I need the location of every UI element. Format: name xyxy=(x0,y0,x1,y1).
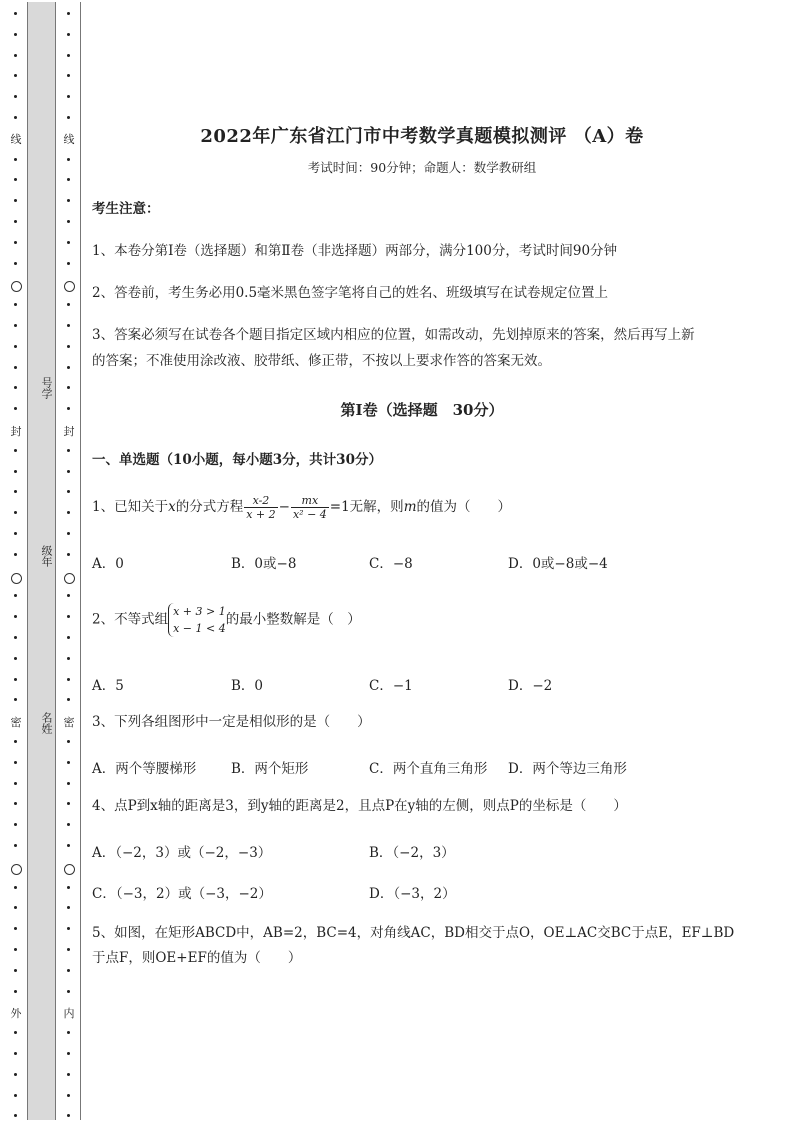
question-5: 5、如图，在矩形ABCD中，AB=2，BC=4，对角线AC，BD相交于点O，OE⊥AC交BC于点E，EF⊥BD xyxy=(92,925,735,941)
margin-border-line xyxy=(80,2,81,1120)
separator-dot xyxy=(67,386,70,389)
separator-dot xyxy=(14,178,17,181)
separator-dot xyxy=(14,594,17,597)
separator-dot xyxy=(14,449,17,452)
separator-dot xyxy=(67,678,70,681)
separator-dot xyxy=(14,303,17,306)
question-5-cont: 于点F，则OE+EF的值为（ ） xyxy=(92,950,302,966)
separator-dot xyxy=(14,12,17,15)
separator-dot xyxy=(67,948,70,951)
separator-dot xyxy=(14,241,17,244)
inner-cut-line xyxy=(62,0,76,1123)
separator-dot xyxy=(67,303,70,306)
separator-dot xyxy=(14,886,17,889)
circle-icon xyxy=(11,573,22,584)
separator-dot xyxy=(14,116,17,119)
circle-icon xyxy=(11,281,22,292)
fraction-1: $\frac{x-2}{x + 2}$ xyxy=(246,494,276,521)
separator-dot xyxy=(14,33,17,36)
separator-dot xyxy=(67,407,70,410)
q4-option-d: D．（−3，2） xyxy=(369,886,456,902)
separator-dot xyxy=(14,386,17,389)
separator-dot xyxy=(67,532,70,535)
separator-dot xyxy=(14,698,17,701)
question-2: 2、不等式组 x + 3 > 1 x − 1 < 4 的最小整数解是（ ） xyxy=(92,605,361,635)
outer-margin-char: 密 xyxy=(10,716,22,729)
separator-dot xyxy=(14,740,17,743)
separator-dot xyxy=(67,636,70,639)
separator-dot xyxy=(14,553,17,556)
separator-dot xyxy=(67,345,70,348)
q2-option-b: B．0 xyxy=(231,678,264,694)
separator-dot xyxy=(67,33,70,36)
separator-dot xyxy=(14,844,17,847)
separator-dot xyxy=(67,1031,70,1034)
notice-heading: 考生注意： xyxy=(92,201,160,217)
separator-dot xyxy=(14,1052,17,1055)
separator-dot xyxy=(67,12,70,15)
separator-dot xyxy=(14,927,17,930)
separator-dot xyxy=(14,407,17,410)
separator-dot xyxy=(14,262,17,265)
separator-dot xyxy=(14,74,17,77)
separator-dot xyxy=(14,158,17,161)
q1-option-c: C．−8 xyxy=(369,556,413,572)
separator-dot xyxy=(67,511,70,514)
separator-dot xyxy=(67,906,70,909)
separator-dot xyxy=(14,1114,17,1117)
q2-option-d: D．−2 xyxy=(508,678,553,694)
separator-dot xyxy=(67,1073,70,1076)
notice-item-2: 2、答卷前，考生务必用0.5毫米黑色签字笔将自己的姓名、班级填写在试卷规定位置上 xyxy=(92,285,609,301)
q2-option-c: C．−1 xyxy=(369,678,413,694)
q2-option-a: A．5 xyxy=(92,678,124,694)
q3-option-c: C．两个直角三角形 xyxy=(369,761,488,777)
separator-dot xyxy=(14,823,17,826)
separator-dot xyxy=(14,657,17,660)
separator-dot xyxy=(14,906,17,909)
separator-dot xyxy=(67,1094,70,1097)
outer-margin-char: 线 xyxy=(10,133,22,146)
separator-dot xyxy=(14,95,17,98)
q1-option-d: D．0或−8或−4 xyxy=(508,556,608,572)
separator-dot xyxy=(67,470,70,473)
separator-dot xyxy=(67,199,70,202)
circle-icon xyxy=(64,573,75,584)
separator-dot xyxy=(67,95,70,98)
q1-option-b: B．0或−8 xyxy=(231,556,297,572)
question-4: 4、点P到x轴的距离是3，到y轴的距离是2，且点P在y轴的左侧，则点P的坐标是（ ） xyxy=(92,798,627,814)
separator-dot xyxy=(67,802,70,805)
separator-dot xyxy=(14,761,17,764)
separator-dot xyxy=(67,927,70,930)
separator-dot xyxy=(14,615,17,618)
separator-dot xyxy=(67,657,70,660)
separator-dot xyxy=(14,220,17,223)
separator-dot xyxy=(14,532,17,535)
question-1: 1、已知关于x的分式方程 $\frac{x-2}{x + 2}$ − $\frac{mx}{\text{x² − 4}}$ =1无解，则m的值为（ ） xyxy=(92,494,511,521)
q3-option-d: D．两个等边三角形 xyxy=(508,761,627,777)
inequality-system: x + 3 > 1 x − 1 < 4 xyxy=(168,603,226,637)
q1-option-a: A．0 xyxy=(92,556,124,572)
separator-dot xyxy=(14,1073,17,1076)
separator-dot xyxy=(67,158,70,161)
question-3: 3、下列各组图形中一定是相似形的是（ ） xyxy=(92,714,371,730)
separator-dot xyxy=(67,1114,70,1117)
separator-dot xyxy=(67,823,70,826)
separator-dot xyxy=(67,74,70,77)
separator-dot xyxy=(14,366,17,369)
q3-option-b: B．两个矩形 xyxy=(231,761,309,777)
separator-dot xyxy=(67,262,70,265)
separator-dot xyxy=(14,54,17,57)
outer-margin-char: 封 xyxy=(10,425,22,438)
separator-dot xyxy=(14,948,17,951)
q4-option-c: C．（−3，2）或（−3，−2） xyxy=(92,886,272,902)
name-label: 名姓 xyxy=(40,712,53,734)
separator-dot xyxy=(14,511,17,514)
separator-dot xyxy=(67,886,70,889)
separator-dot xyxy=(67,241,70,244)
separator-dot xyxy=(14,782,17,785)
separator-dot xyxy=(67,844,70,847)
separator-dot xyxy=(67,615,70,618)
separator-dot xyxy=(67,1052,70,1055)
separator-dot xyxy=(67,366,70,369)
circle-icon xyxy=(11,864,22,875)
separator-dot xyxy=(67,782,70,785)
outer-cut-line xyxy=(9,0,23,1123)
separator-dot xyxy=(14,345,17,348)
separator-dot xyxy=(67,490,70,493)
separator-dot xyxy=(67,969,70,972)
circle-icon xyxy=(64,281,75,292)
inner-margin-char: 线 xyxy=(63,133,75,146)
notice-item-3: 3、答案必须写在试卷各个题目指定区域内相应的位置，如需改动，先划掉原来的答案，然后再写上新 xyxy=(92,327,695,343)
separator-dot xyxy=(67,116,70,119)
separator-dot xyxy=(14,678,17,681)
separator-dot xyxy=(14,636,17,639)
student-number-label: 号学 xyxy=(40,377,53,399)
q4-option-b: B．（−2，3） xyxy=(369,845,455,861)
q4-option-a: A．（−2，3）或（−2，−3） xyxy=(92,845,272,861)
q3-option-a: A．两个等腰梯形 xyxy=(92,761,197,777)
class-label: 级年 xyxy=(40,545,53,567)
separator-dot xyxy=(67,449,70,452)
separator-dot xyxy=(67,698,70,701)
separator-dot xyxy=(67,54,70,57)
exam-title: 2022年广东省江门市中考数学真题模拟测评 （A）卷 xyxy=(200,126,644,147)
separator-dot xyxy=(67,178,70,181)
section-title: 第I卷（选择题 30分） xyxy=(340,401,504,419)
inner-margin-char: 封 xyxy=(63,425,75,438)
separator-dot xyxy=(67,990,70,993)
separator-dot xyxy=(14,1094,17,1097)
binding-margin xyxy=(0,0,82,1123)
circle-icon xyxy=(64,864,75,875)
notice-item-1: 1、本卷分第I卷（选择题）和第Ⅱ卷（非选择题）两部分，满分100分，考试时间90分钟 xyxy=(92,243,618,259)
inner-margin-char: 密 xyxy=(63,716,75,729)
separator-dot xyxy=(67,553,70,556)
separator-dot xyxy=(14,802,17,805)
separator-dot xyxy=(67,761,70,764)
exam-subtitle: 考试时间：90分钟；命题人：数学教研组 xyxy=(307,160,537,175)
separator-dot xyxy=(14,990,17,993)
separator-dot xyxy=(14,199,17,202)
separator-dot xyxy=(14,470,17,473)
notice-item-3-cont: 的答案；不准使用涂改液、胶带纸、修正带，不按以上要求作答的答案无效。 xyxy=(92,353,551,369)
separator-dot xyxy=(14,490,17,493)
separator-dot xyxy=(14,969,17,972)
separator-dot xyxy=(67,324,70,327)
fraction-2: $\frac{mx}{\text{x² − 4}}$ xyxy=(292,494,327,521)
separator-dot xyxy=(67,740,70,743)
separator-dot xyxy=(67,220,70,223)
separator-dot xyxy=(67,594,70,597)
inner-margin-char: 内 xyxy=(63,1007,75,1020)
part-heading: 一、单选题（10小题，每小题3分，共计30分） xyxy=(92,452,382,468)
outer-margin-char: 外 xyxy=(10,1007,22,1020)
separator-dot xyxy=(14,1031,17,1034)
separator-dot xyxy=(14,324,17,327)
